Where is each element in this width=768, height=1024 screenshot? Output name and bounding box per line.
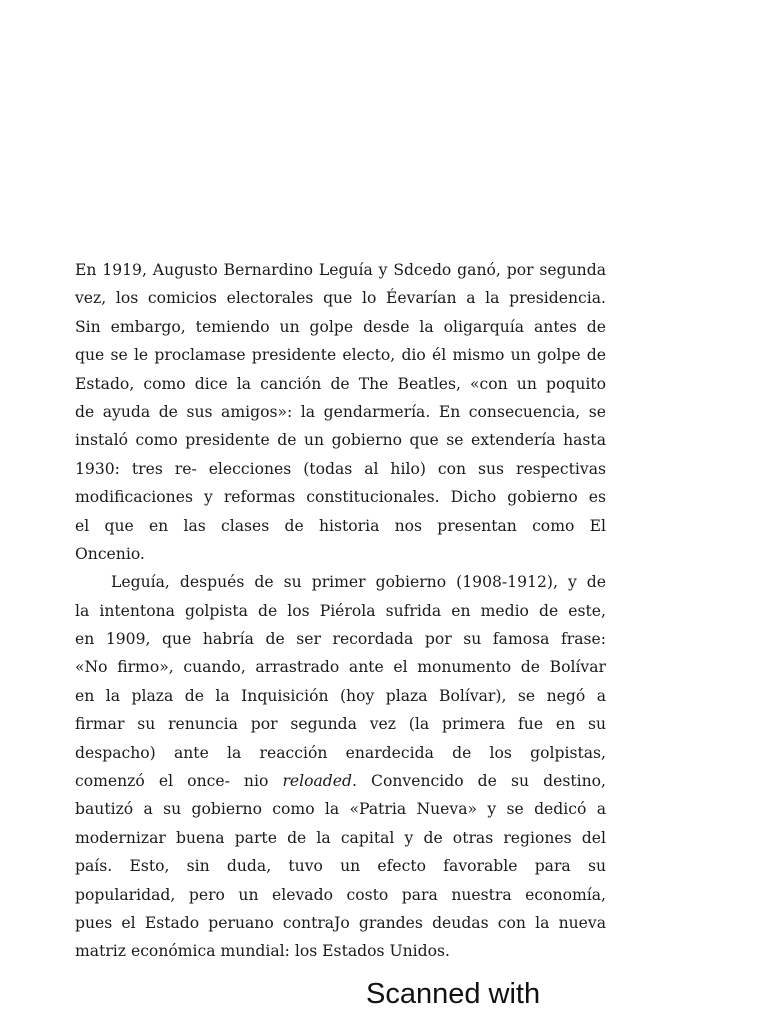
text-line: vez, los comicios electorales que lo Éevarían a la presidencia. xyxy=(75,289,606,308)
text-line: Leguía, después de su primer gobierno (1908-1912), y de xyxy=(111,573,606,592)
text-line: despacho) ante la reacción enardecida de los golpistas, xyxy=(75,743,606,762)
scanner-watermark: Scanned with xyxy=(366,978,541,1010)
text-line: Sin embargo, temiendo un golpe desde la oligarquía antes de xyxy=(75,317,606,336)
text-line-end: Convencido de su destino, xyxy=(356,772,606,791)
text-line: bautizó a su gobierno como la «Patria Nueva» y se dedicó a xyxy=(75,800,606,819)
text-line: la intentona golpista de los Piérola sufrida en medio de este, xyxy=(75,601,606,620)
text-line: en 1909, que habría de ser recordada por su famosa frase: xyxy=(75,630,606,649)
text-line: país. Esto, sin duda, tuvo un efecto favorable para su xyxy=(75,857,606,876)
text-line: firmar su renuncia por segunda vez (la primera fue en su xyxy=(75,715,606,734)
text-line: 1930: tres re- elecciones (todas al hilo) con sus respectivas xyxy=(75,459,606,478)
text-line: de ayuda de sus amigos»: la gendarmería. En consecuencia, se xyxy=(75,402,606,421)
text-line: instaló como presidente de un gobierno que se extendería hasta xyxy=(75,431,606,450)
text-line: el que en las clases de historia nos presentan como El xyxy=(75,516,606,535)
body-text xyxy=(75,256,606,966)
text-line: modernizar buena parte de la capital y de otras regiones del xyxy=(75,828,606,847)
text-line: que se le proclamase presidente electo, dio él mismo un golpe de xyxy=(75,346,606,365)
italic-phrase: reloaded. xyxy=(282,772,357,791)
text-line-start: comenzó el once- nio xyxy=(75,772,283,791)
text-line: en la plaza de la Inquisición (hoy plaza Bolívar), se negó a xyxy=(75,686,606,705)
text-line: pues el Estado peruano contraJo grandes deudas con la nueva xyxy=(75,913,606,932)
text-line: Oncenio. xyxy=(75,544,145,563)
text-line: popularidad, pero un elevado costo para nuestra economía, xyxy=(75,885,606,904)
text-line: modificaciones y reformas constitucionales. Dicho gobierno es xyxy=(75,488,606,507)
text-line-mixed xyxy=(75,767,606,795)
text-line: Estado, como dice la canción de The Beatles, «con un poquito xyxy=(75,374,606,393)
text-line: En 1919, Augusto Bernardino Leguía y Sdcedo ganó, por segunda xyxy=(75,261,606,279)
text-line: matriz económica mundial: los Estados Unidos. xyxy=(75,942,450,961)
text-line: «No firmo», cuando, arrastrado ante el monumento de Bolívar xyxy=(75,658,606,677)
